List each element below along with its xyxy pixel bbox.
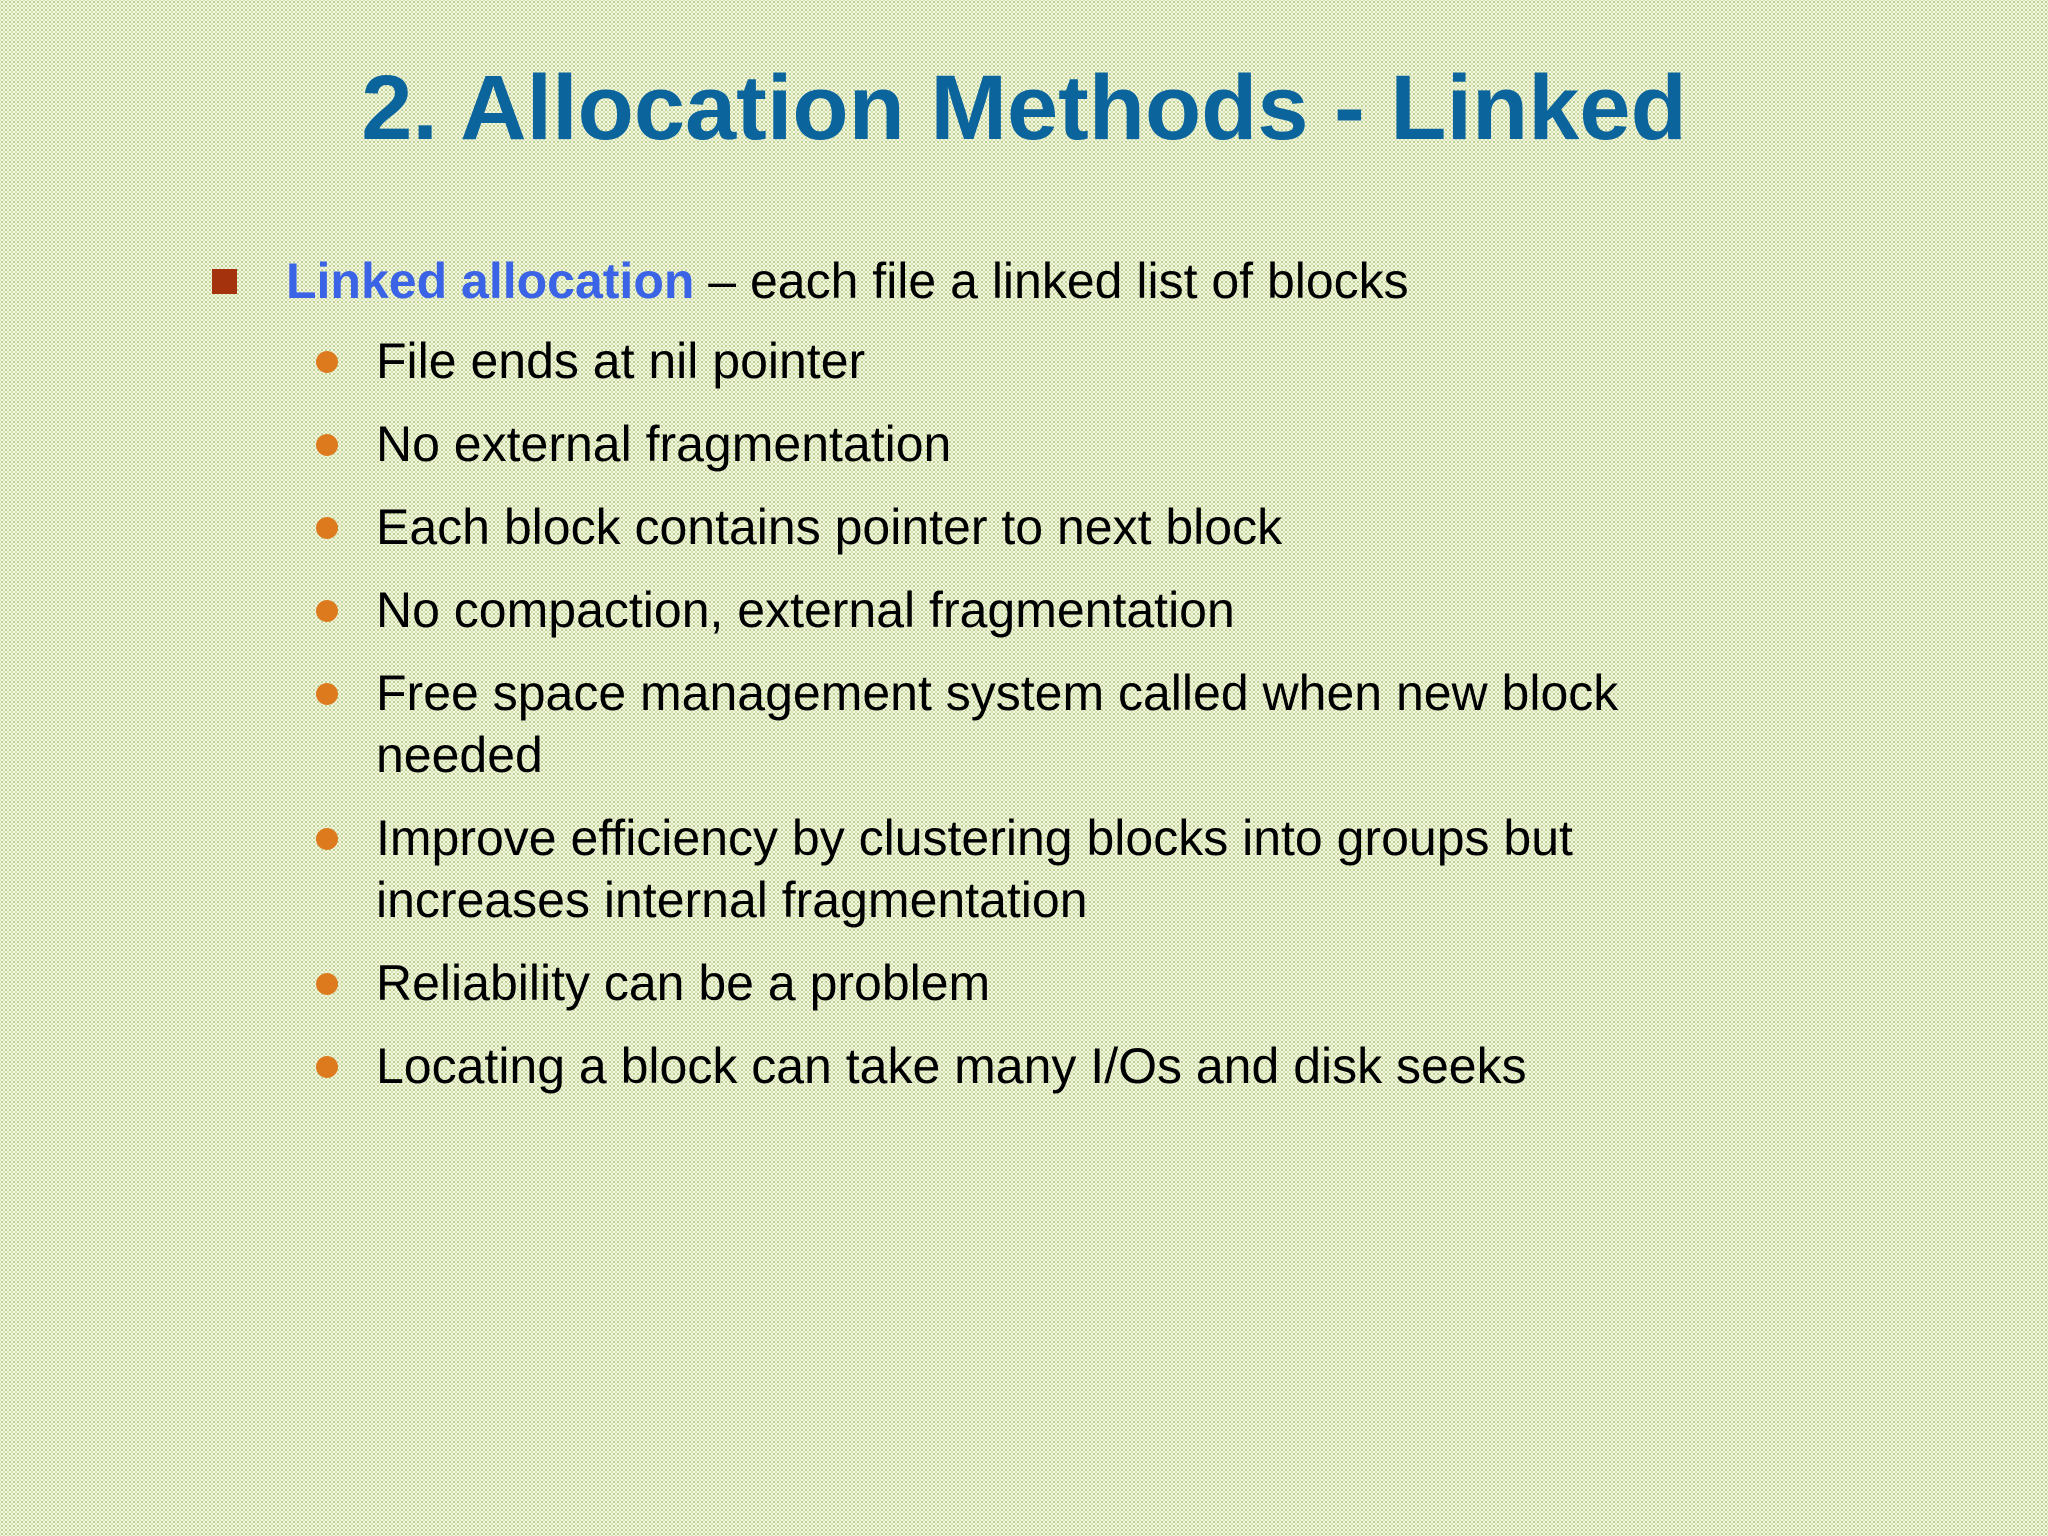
- sub-bullet-text: Improve efficiency by clustering blocks into groups but increases internal fragmentation: [376, 810, 1573, 928]
- sub-bullet: [310, 496, 1710, 558]
- dot-bullet-icon: [316, 973, 338, 995]
- sub-bullet-text: Reliability can be a problem: [376, 955, 991, 1011]
- sub-bullet: [310, 413, 1710, 475]
- sub-bullet: [310, 330, 1710, 392]
- sub-bullet-text: Locating a block can take many I/Os and disk seeks: [376, 1038, 1527, 1094]
- sub-bullet-text: File ends at nil pointer: [376, 333, 866, 389]
- square-bullet-icon: [212, 269, 237, 294]
- dot-bullet-icon: [316, 1056, 338, 1078]
- sub-bullet-text: No external fragmentation: [376, 416, 952, 472]
- dot-bullet-icon: [316, 683, 338, 705]
- dot-bullet-icon: [316, 600, 338, 622]
- dot-bullet-icon: [316, 351, 338, 373]
- dot-bullet-icon: [316, 828, 338, 850]
- main-bullet-text: [286, 250, 1409, 312]
- main-bullet-rest: – each file a linked list of blocks: [694, 253, 1409, 309]
- sub-bullet: [310, 952, 1710, 1014]
- sub-bullet: [310, 1035, 1710, 1097]
- dot-bullet-icon: [316, 434, 338, 456]
- sub-bullet: [310, 662, 1710, 786]
- main-bullet-term: Linked allocation: [286, 253, 695, 309]
- dot-bullet-icon: [316, 517, 338, 539]
- sub-bullet-list: [310, 330, 1710, 1118]
- sub-bullet-text: Each block contains pointer to next block: [376, 499, 1283, 555]
- slide-title: 2. Allocation Methods - Linked: [361, 57, 1687, 159]
- sub-bullet: [310, 579, 1710, 641]
- sub-bullet-text: No compaction, external fragmentation: [376, 582, 1235, 638]
- sub-bullet: [310, 807, 1710, 931]
- sub-bullet-text: Free space management system called when new block needed: [376, 665, 1619, 783]
